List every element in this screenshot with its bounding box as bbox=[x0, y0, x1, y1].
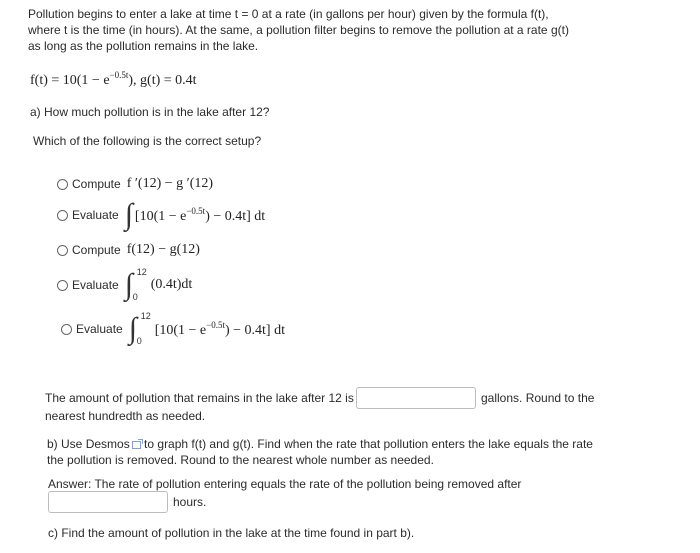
part-b-line-2: the pollution is removed. Round to the nearest whole number as needed. bbox=[47, 453, 434, 467]
intro-line-2: where t is the time (in hours). At the same, a pollution filter begins to remove the pollution at a rate g(t) bbox=[28, 23, 569, 37]
desmos-link[interactable]: Desmos bbox=[85, 437, 130, 451]
part-b-use: b) Use bbox=[47, 437, 83, 451]
option-3-radio[interactable] bbox=[57, 245, 68, 256]
option-2-integral-sign: ∫ bbox=[124, 198, 133, 231]
option-2-expression bbox=[135, 206, 265, 225]
option-5-integral bbox=[129, 312, 151, 346]
option-4-lower-limit: 0 bbox=[132, 292, 138, 302]
option-4-word: Evaluate bbox=[72, 278, 119, 292]
option-5-lower-limit: 0 bbox=[136, 336, 142, 346]
option-3-word: Compute bbox=[72, 243, 121, 257]
part-a-rounding-note: nearest hundredth as needed. bbox=[45, 409, 206, 423]
part-a-prompt: Which of the following is the correct setup? bbox=[33, 134, 262, 148]
formula-f-right: ), g(t) = 0.4t bbox=[128, 73, 197, 88]
option-5-expr-left: [10(1 − e bbox=[154, 322, 207, 338]
option-5-integral-sign: ∫ bbox=[128, 312, 137, 345]
option-3-expression: f(12) − g(12) bbox=[126, 242, 200, 257]
option-5-expr-right: ) − 0.4t] dt bbox=[224, 322, 285, 338]
pollution-amount-input[interactable] bbox=[356, 387, 476, 409]
option-2-exponent: −0.5t bbox=[186, 205, 206, 216]
option-4-integral bbox=[125, 268, 147, 302]
option-1-expression: f ′(12) − g ′(12) bbox=[126, 176, 214, 191]
option-2-expr-right: ) − 0.4t] dt bbox=[205, 208, 266, 224]
formula-f-left: f(t) = 10(1 − e bbox=[30, 73, 110, 88]
part-b-line-1 bbox=[47, 436, 687, 452]
hours-input[interactable] bbox=[48, 491, 168, 513]
option-4-upper-limit: 12 bbox=[136, 267, 147, 277]
formula-f-exponent: −0.5t bbox=[109, 70, 129, 80]
formula bbox=[30, 70, 197, 89]
option-5-radio[interactable] bbox=[61, 324, 72, 335]
option-2-word: Evaluate bbox=[72, 208, 119, 222]
external-link-icon[interactable] bbox=[132, 441, 141, 449]
part-a-answer-text: The amount of pollution that remains in the lake after 12 is bbox=[45, 391, 354, 405]
option-2[interactable] bbox=[57, 200, 265, 230]
part-a-answer-unit: gallons. Round to the bbox=[481, 391, 595, 405]
option-4[interactable] bbox=[57, 268, 192, 302]
part-b-answer-text: Answer: The rate of pollution entering equals the rate of the pollution being removed after bbox=[48, 477, 522, 491]
option-5-upper-limit: 12 bbox=[140, 311, 151, 321]
option-5-exponent: −0.5t bbox=[206, 319, 225, 330]
option-1[interactable] bbox=[57, 176, 213, 192]
intro-line-3: as long as the pollution remains in the lake. bbox=[28, 39, 259, 53]
part-c-question: c) Find the amount of pollution in the lake at the time found in part b). bbox=[48, 526, 415, 540]
part-b-instructions bbox=[47, 436, 687, 468]
option-2-radio[interactable] bbox=[57, 210, 68, 221]
intro-line-1: Pollution begins to enter a lake at time t = 0 at a rate (in gallons per hour) given by the formula f(t), bbox=[28, 7, 549, 21]
option-3[interactable] bbox=[57, 242, 200, 258]
option-2-expr-left: [10(1 − e bbox=[134, 208, 187, 224]
option-4-integral-sign: ∫ bbox=[124, 268, 133, 301]
option-4-radio[interactable] bbox=[57, 280, 68, 291]
hours-unit-label: hours. bbox=[173, 495, 207, 509]
option-4-expression: (0.4t)dt bbox=[150, 277, 193, 292]
option-5[interactable] bbox=[61, 312, 285, 346]
option-5-expression bbox=[155, 320, 285, 339]
option-1-radio[interactable] bbox=[57, 179, 68, 190]
option-5-word: Evaluate bbox=[76, 322, 123, 336]
part-b-line-1-rest: to graph f(t) and g(t). Find when the rate that pollution enters the lake equals the rate bbox=[144, 437, 593, 451]
problem-intro bbox=[28, 6, 688, 54]
part-a-question: a) How much pollution is in the lake after 12? bbox=[30, 105, 270, 119]
option-1-word: Compute bbox=[72, 177, 121, 191]
